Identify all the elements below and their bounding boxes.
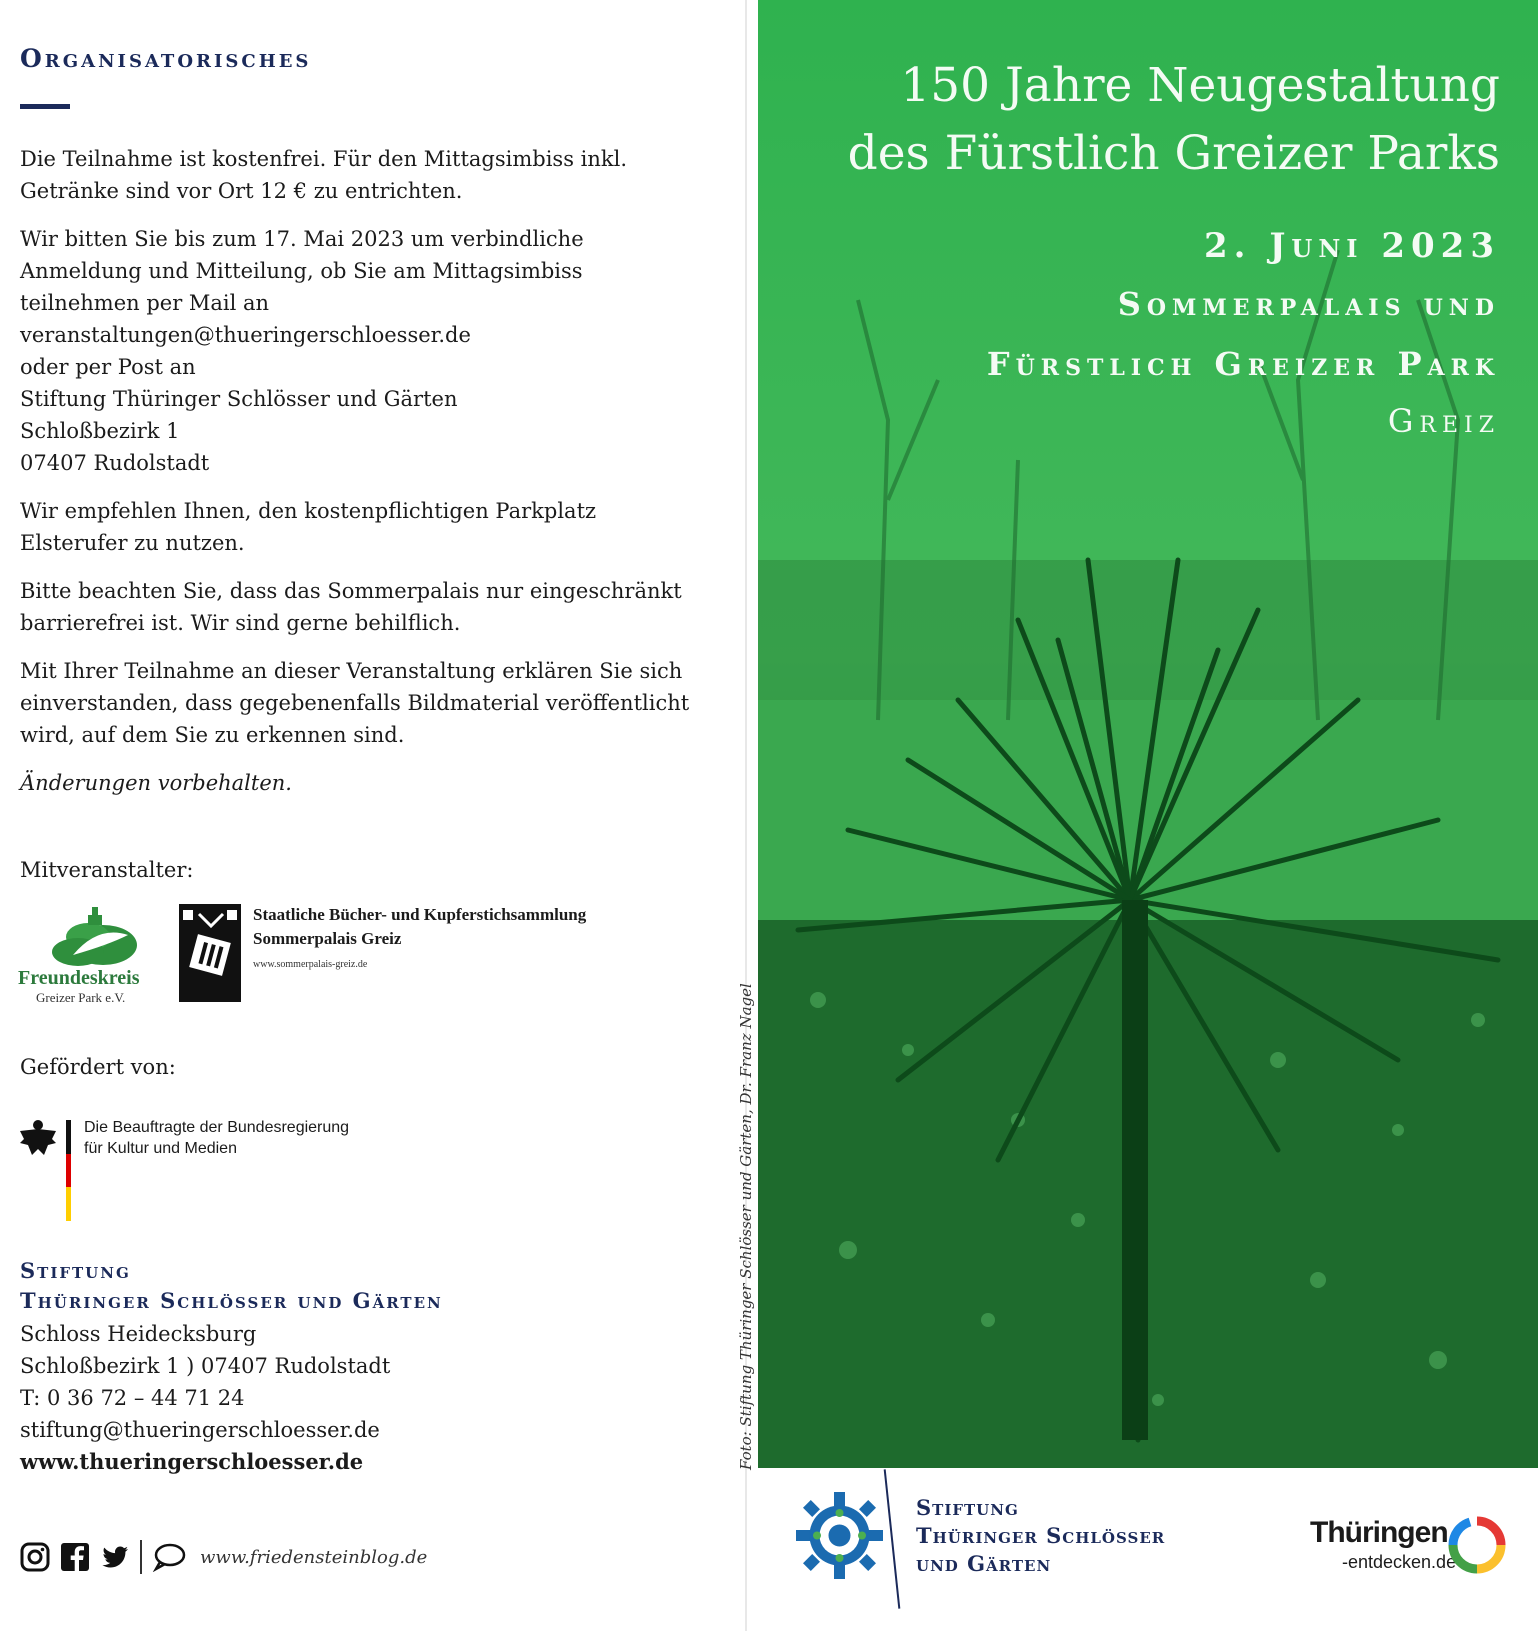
foundation-title-line: Thüringer Schlösser und Gärten [20,1288,443,1313]
text-line: oder per Post an [20,355,196,379]
paragraph-fee [20,143,730,207]
event-date: 2. Juni 2023 [1204,226,1500,266]
event-venue-line: Sommerpalais und [1117,285,1500,323]
text-line: wird, auf dem Sie zu erkennen sind. [20,723,405,747]
left-panel [0,0,745,1631]
sbk-emblem-icon [179,904,241,1002]
address-line: Schloßbezirk 1 ) 07407 Rudolstadt [20,1354,391,1378]
paragraph-accessibility [20,575,730,639]
text-line: Stiftung Thüringer Schlösser und Gärten [20,387,458,411]
paragraph-consent [20,655,730,751]
text-line: einverstanden, dass gegebenenfalls Bildmaterial veröffentlicht [20,691,690,715]
paragraph-parking [20,495,730,559]
heading-rule [20,104,70,109]
cover-title-line: 150 Jahre Neugestaltung [900,58,1500,113]
social-links [20,1540,427,1574]
photo-credit: Foto: Stiftung Thüringer Schlösser und Gärten, Dr. Franz Nagel [737,983,755,1470]
text-line: Die Teilnahme ist kostenfrei. Für den Mittagsimbiss inkl. [20,147,628,171]
phone-number: T: 0 36 72 – 44 71 24 [20,1386,245,1410]
foundation-address [20,1318,390,1478]
footer-foundation-line: und Gärten [916,1551,1052,1576]
thueringen-url[interactable]: -entdecken.de [1342,1552,1457,1572]
address-line: Schloss Heidecksburg [20,1322,257,1346]
section-heading: Organisatorisches [20,44,312,73]
cover-footer [758,1468,1538,1631]
event-venue-line: Fürstlich Greizer Park [986,345,1500,383]
footer-foundation-line: Thüringer Schlösser [916,1523,1166,1548]
instagram-icon[interactable] [20,1542,50,1572]
footer-foundation-name [916,1494,1165,1578]
coorganizers-label: Mitveranstalter: [20,858,194,882]
email-link[interactable]: veranstaltungen@thueringerschloesser.de [20,323,471,347]
blog-link[interactable]: www.friedensteinblog.de [200,1546,428,1568]
bkm-text [84,1117,349,1159]
german-flag-bar [66,1120,71,1221]
sbk-logo [179,904,241,1002]
freundeskreis-name: Freundeskreis [18,967,140,989]
foundation-gear-logo-icon [792,1488,887,1583]
facebook-icon[interactable] [60,1542,90,1572]
text-line: Wir empfehlen Ihnen, den kostenpflichtigen Parkplatz [20,499,597,523]
paragraph-disclaimer: Änderungen vorbehalten. [20,771,292,795]
twitter-icon[interactable] [100,1542,130,1572]
thueringen-ring-logo-icon [1448,1516,1506,1574]
text-line: Wir bitten Sie bis zum 17. Mai 2023 um verbindliche [20,227,584,251]
text-line: Schloßbezirk 1 [20,419,180,443]
blog-bubble-icon[interactable] [152,1542,186,1572]
federal-eagle-icon [18,1117,58,1159]
info-text [20,143,730,815]
funded-label: Gefördert von: [20,1055,176,1079]
sbk-title [253,903,586,951]
text-line: Elsterufer zu nutzen. [20,531,245,555]
text-line: Getränke sind vor Ort 12 € zu entrichten. [20,179,463,203]
park-photo [758,0,1538,1468]
event-city: Greiz [1387,402,1500,440]
foundation-email[interactable]: stiftung@thueringerschloesser.de [20,1418,380,1442]
text-line: 07407 Rudolstadt [20,451,210,475]
social-divider [140,1540,142,1574]
sbk-line: Sommerpalais Greiz [253,929,402,948]
text-line: Mit Ihrer Teilnahme an dieser Veranstaltung erklären Sie sich [20,659,683,683]
paragraph-registration [20,223,730,479]
bkm-line: Die Beauftragte der Bundesregierung [84,1119,350,1136]
text-line: teilnehmen per Mail an [20,291,270,315]
text-line: barrierefrei ist. Wir sind gerne behilflich. [20,611,461,635]
foundation-title [20,1256,443,1316]
footer-foundation-line: Stiftung [916,1495,1019,1520]
freundeskreis-sub: Greizer Park e.V. [36,990,126,1005]
thueringen-wordmark: Thüringen [1310,1516,1448,1549]
bkm-line: für Kultur und Medien [84,1140,237,1157]
text-line: Anmeldung und Mitteilung, ob Sie am Mittagsimbiss [20,259,583,283]
foundation-title-line: Stiftung [20,1258,131,1283]
cover-title [848,52,1500,188]
cover-title-line: des Fürstlich Greizer Parks [847,126,1500,181]
text-line: Bitte beachten Sie, dass das Sommerpalais nur eingeschränkt [20,579,682,603]
sbk-url[interactable]: www.sommerpalais-greiz.de [253,959,368,970]
sbk-line: Staatliche Bücher- und Kupferstichsammlung [253,905,587,924]
foundation-website-link[interactable]: www.thueringerschloesser.de [20,1449,364,1474]
cover-panel [758,0,1538,1468]
